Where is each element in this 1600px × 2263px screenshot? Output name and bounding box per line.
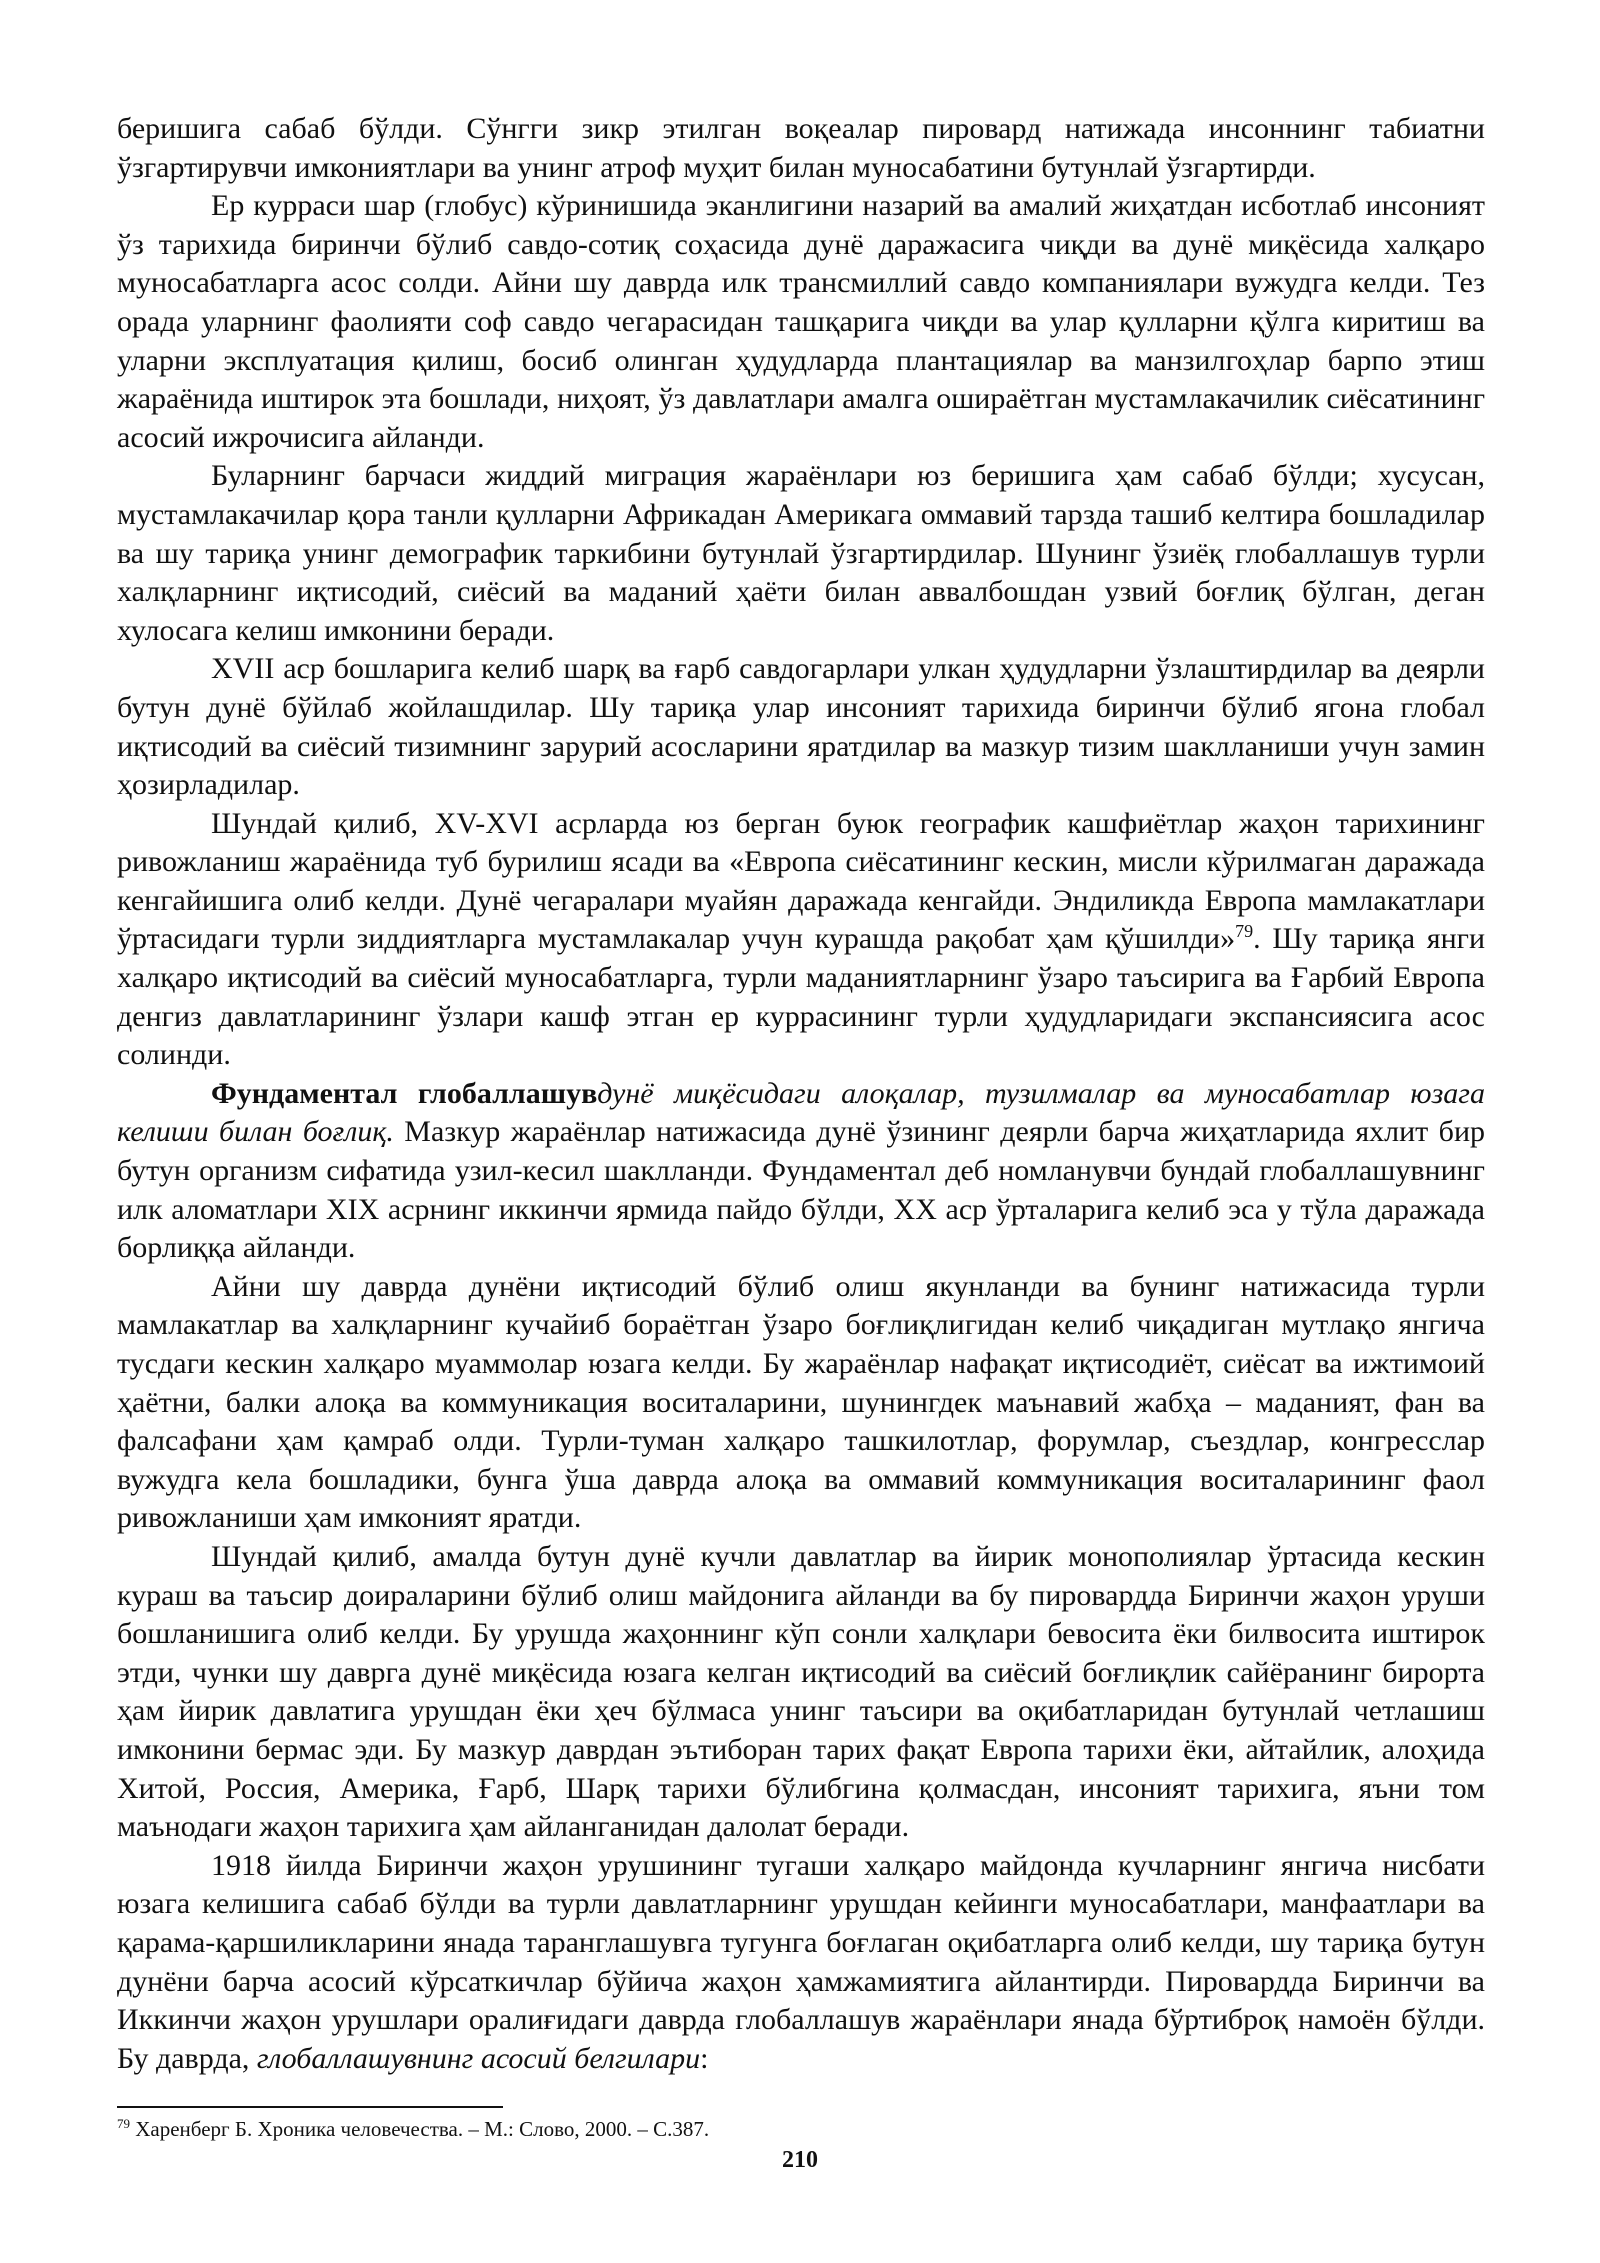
paragraph-5 <box>117 805 1485 1075</box>
footnote-text: Харенберг Б. Хроника человечества. – М.: Слово, 2000. – С.387. <box>130 2117 710 2141</box>
footnote-number: 79 <box>117 2116 130 2131</box>
paragraph-9-emphasis: глобаллашувнинг асосий белгилари <box>256 2041 701 2075</box>
paragraph-9-colon: : <box>700 2041 709 2075</box>
paragraph-6-text: Мазкур жараёнлар натижасида дунё ўзининг деярли барча жиҳатларида яхлит бир бутун организм сифатида узил-кесил шаклланди. Фундаментал деб номланувчи бундай глобаллашувнинг илк аломатлари XIX асрнинг иккинчи ярмида пайдо бўлди, XX аср ўрталарига келиб эса у тўла даражада борлиққа айланди. <box>117 1115 1485 1265</box>
paragraph-7: Айни шу даврда дунёни иқтисодий бўлиб олиш якунланди ва бунинг натижасида турли мамлакатлар ва халқларнинг кучайиб бораётган ўзаро боғлиқлигидан келиб чиқадиган мутлақо янгича тусдаги кескин халқаро муаммолар юзага келди. Бу жараёнлар нафақат иқтисодиёт, сиёсат ва ижтимоий ҳаётни, балки алоқа ва коммуникация воситаларини, шунингдек маънавий жабҳа – маданият, фан ва фалсафани ҳам қамраб олди. Турли-туман халқаро ташкилотлар, форумлар, съездлар, конгресслар вужудга кела бошладики, бунга ўша даврда алоқа ва оммавий коммуникация воситаларининг фаол ривожланиши ҳам имконият яратди. <box>117 1269 1485 1535</box>
term-definition: дунё миқёсидаги алоқалар, тузилмалар ва муносабатлар юзага келиши билан боғлиқ. <box>117 1076 1485 1149</box>
paragraph-9 <box>117 1847 1485 2079</box>
paragraph-4: XVII аср бошларига келиб шарқ ва ғарб савдогарлари улкан ҳудудларни ўзлаштирдилар ва деярли бутун дунё бўйлаб жойлашдилар. Шу тариқа улар инсоният тарихида биринчи бўлиб ягона глобал иқтисодий ва сиёсий тизимнинг зарурий асосларини яратдилар ва мазкур тизим шаклланиши учун замин ҳозирладилар. <box>117 652 1485 802</box>
paragraph-8: Шундай қилиб, амалда бутун дунё кучли давлатлар ва йирик монополиялар ўртасида кескин кураш ва таъсир доираларини бўлиб олиш майдонига айланди ва бу пировардда Биринчи жаҳон уруши бошланишига олиб келди. Бу урушда жаҳоннинг кўп сонли халқлари бевосита ёки билвосита иштирок этди, чунки шу даврга дунё миқёсида юзага келган иқтисодий ва сиёсий боғлиқлик сайёранинг бирорта ҳам йирик давлатига урушдан ёки ҳеч бўлмаса унинг таъсири ва оқибатларидан бутунлай четлашиш имконини бермас эди. Бу мазкур даврдан эътиборан тарих фақат Европа тарихи ёки, айтайлик, алоҳида Хитой, Россия, Америка, Ғарб, Шарқ тарихи бўлибгина қолмасдан, инсоният тарихига, яъни том маънодаги жаҳон тарихига ҳам айланганидан далолат беради. <box>117 1539 1485 1844</box>
paragraph-5-continuation: . Шу тариқа янги халқаро иқтисодий ва сиёсий муносабатларга, турли маданиятларнинг ўзаро таъсирига ва Ғарбий Европа денгиз давлатларининг ўзлари кашф этган ер куррасининг турли ҳудудларидаги экспансиясига асос солинди. <box>117 922 1485 1072</box>
footnote-reference[interactable]: 79 <box>1235 921 1254 942</box>
paragraph-2: Ер курраси шар (глобус) кўринишида эканлигини назарий ва амалий жиҳатдан исботлаб инсоният ўз тарихида биринчи бўлиб савдо-сотиқ соҳасида дунё даражасига чиқди ва дунё миқёсида халқаро муносабатларга асос солди. Айни шу даврда илк трансмиллий савдо компаниялари вужудга келди. Тез орада уларнинг фаолияти соф савдо чегарасидан ташқарига чиқди ва улар қулларни қўлга киритиш ва уларни эксплуатация қилиш, босиб олинган ҳудудларда плантациялар ва манзилгоҳлар барпо этиш жараёнида иштирок эта бошлади, ниҳоят, ўз давлатлари амалга ошираётган мустамлакачилик сиёсатининг асосий ижрочисига айланди. <box>117 189 1485 454</box>
footnote <box>117 2116 709 2142</box>
paragraph-9-text: 1918 йилда Биринчи жаҳон урушининг тугаши халқаро майдонда кучларнинг янгича нисбати юзага келишига сабаб бўлди ва турли давлатларнинг урушдан кейинги муносабатлари, манфаатлари ва қарама-қаршиликларини янада таранглашувга тугунга боғлаган оқибатларга олиб келди, шу тариқа бутун дунёни барча асосий кўрсаткичлар бўйича жаҳон ҳамжамиятига айлантирди. Пировардда Биринчи ва Иккинчи жаҳон урушлари оралиғидаги даврда глобаллашув жараёнлари янада бўртиброқ намоён бўлди. Бу даврда, <box>117 1848 1485 2075</box>
paragraph-5-text: Шундай қилиб, XV-XVI асрларда юз берган буюк географик кашфиётлар жаҳон тарихининг ривожланиш жараёнида туб бурилиш ясади ва «Европа сиёсатининг кескин, мисли кўрилмаган даражада кенгайишига олиб келди. Дунё чегаралари муайян даражада кенгайди. Эндиликда Европа мамлакатлари ўртасидаги турли зиддиятларга мустамлакалар учун курашда рақобат ҳам қўшилди» <box>117 806 1485 956</box>
paragraph-6 <box>117 1075 1485 1268</box>
footnote-divider <box>117 2106 503 2108</box>
document-body <box>117 110 1485 2078</box>
paragraph-1: беришига сабаб бўлди. Сўнгги зикр этилган воқеалар пировард натижада инсоннинг табиатни ўзгартирувчи имкониятлари ва унинг атроф муҳит билан муносабатини бутунлай ўзгартирди. <box>117 112 1485 184</box>
term-heading: Фундаментал глобаллашув <box>211 1076 598 1110</box>
paragraph-3: Буларнинг барчаси жиддий миграция жараёнлари юз беришига ҳам сабаб бўлди; хусусан, мустамлакачилар қора танли қулларни Африкадан Америкага оммавий тарзда ташиб келтира бошладилар ва шу тариқа унинг демографик таркибини бутунлай ўзгартирдилар. Шунинг ўзиёқ глобаллашув турли халқларнинг иқтисодий, сиёсий ва маданий ҳаёти билан аввалбошдан узвий боғлиқ бўлган, деган хулосага келиш имконини беради. <box>117 459 1485 647</box>
page-number: 210 <box>782 2147 818 2173</box>
